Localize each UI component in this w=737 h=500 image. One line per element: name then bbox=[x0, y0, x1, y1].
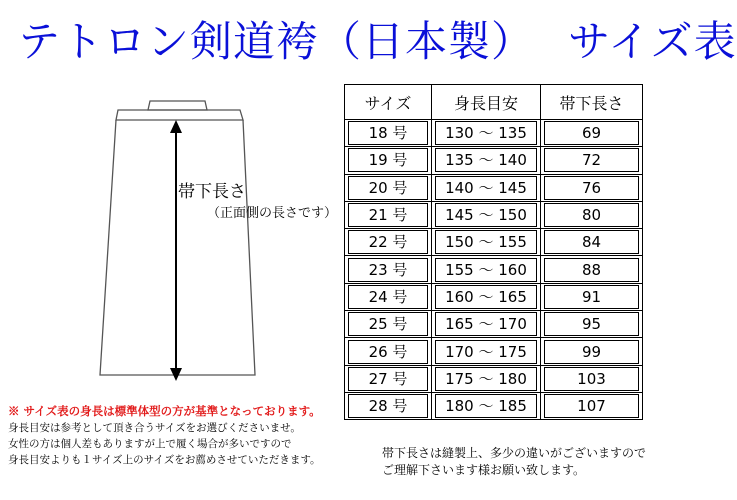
cell-length-text: 72 bbox=[544, 148, 639, 172]
cell-length bbox=[541, 392, 643, 419]
notes-right bbox=[382, 445, 646, 479]
cell-length bbox=[541, 338, 643, 365]
length-arrow bbox=[170, 120, 182, 381]
table-header-row bbox=[345, 85, 643, 120]
cell-height-text: 145 ～ 150 bbox=[435, 203, 537, 227]
table-row bbox=[345, 283, 643, 310]
cell-size-text: 26 号 bbox=[348, 340, 428, 364]
cell-length bbox=[541, 174, 643, 201]
dimension-sublabel: （正面側の長さです） bbox=[207, 206, 338, 221]
cell-height-text: 150 ～ 155 bbox=[435, 230, 537, 254]
cell-length bbox=[541, 120, 643, 147]
cell-height-text: 175 ～ 180 bbox=[435, 367, 537, 391]
cell-size-text: 21 号 bbox=[348, 203, 428, 227]
table-row bbox=[345, 120, 643, 147]
table-row bbox=[345, 147, 643, 174]
cell-height bbox=[432, 338, 541, 365]
cell-length-text: 84 bbox=[544, 230, 639, 254]
header-length: 帯下長さ bbox=[541, 85, 643, 120]
cell-height bbox=[432, 311, 541, 338]
cell-size bbox=[345, 120, 432, 147]
table-row bbox=[345, 256, 643, 283]
header-size: サイズ bbox=[345, 85, 432, 120]
table-row bbox=[345, 365, 643, 392]
cell-size-text: 25 号 bbox=[348, 312, 428, 336]
cell-height bbox=[432, 201, 541, 228]
cell-length-text: 69 bbox=[544, 121, 639, 145]
cell-size bbox=[345, 283, 432, 310]
cell-length bbox=[541, 201, 643, 228]
table-row bbox=[345, 311, 643, 338]
cell-length-text: 99 bbox=[544, 340, 639, 364]
cell-size bbox=[345, 256, 432, 283]
note-line: ご理解下さいます様お願い致します。 bbox=[382, 463, 586, 477]
cell-size bbox=[345, 201, 432, 228]
cell-size-text: 20 号 bbox=[348, 176, 428, 200]
table-row bbox=[345, 201, 643, 228]
cell-height-text: 180 ～ 185 bbox=[435, 394, 537, 418]
cell-length-text: 88 bbox=[544, 258, 639, 282]
dimension-label: 帯下長さ bbox=[178, 182, 246, 202]
note-line: 帯下長さは縫製上、多少の違いがございますので bbox=[382, 446, 647, 460]
cell-size bbox=[345, 174, 432, 201]
note-line: 身長目安は参考として頂き合うサイズをお選びくださいませ。 bbox=[8, 422, 301, 434]
cell-height-text: 130 ～ 135 bbox=[435, 121, 537, 145]
size-table bbox=[344, 84, 643, 420]
cell-height bbox=[432, 283, 541, 310]
notes-left bbox=[8, 420, 320, 468]
cell-size-text: 19 号 bbox=[348, 148, 428, 172]
cell-size-text: 27 号 bbox=[348, 367, 428, 391]
cell-size-text: 28 号 bbox=[348, 394, 428, 418]
cell-length bbox=[541, 365, 643, 392]
cell-length bbox=[541, 311, 643, 338]
cell-length-text: 107 bbox=[544, 394, 639, 418]
table-row bbox=[345, 392, 643, 419]
cell-length bbox=[541, 147, 643, 174]
cell-height bbox=[432, 229, 541, 256]
table-row bbox=[345, 229, 643, 256]
note-line: 身長目安よりも１サイズ上のサイズをお薦めさせていただきます。 bbox=[8, 454, 321, 466]
cell-length-text: 91 bbox=[544, 285, 639, 309]
cell-size bbox=[345, 365, 432, 392]
cell-size bbox=[345, 338, 432, 365]
cell-height-text: 140 ～ 145 bbox=[435, 176, 537, 200]
note-standard-body: ※ サイズ表の身長は標準体型の方が基準となっております。 bbox=[8, 404, 321, 418]
cell-length bbox=[541, 283, 643, 310]
cell-length-text: 80 bbox=[544, 203, 639, 227]
cell-height bbox=[432, 392, 541, 419]
cell-size bbox=[345, 147, 432, 174]
cell-size bbox=[345, 311, 432, 338]
cell-height bbox=[432, 256, 541, 283]
cell-height-text: 155 ～ 160 bbox=[435, 258, 537, 282]
cell-height bbox=[432, 174, 541, 201]
cell-length bbox=[541, 229, 643, 256]
hakama-waist-plate bbox=[148, 101, 207, 110]
hakama-waistband bbox=[116, 110, 243, 120]
cell-size bbox=[345, 392, 432, 419]
cell-length bbox=[541, 256, 643, 283]
cell-size bbox=[345, 229, 432, 256]
cell-height bbox=[432, 147, 541, 174]
cell-length-text: 76 bbox=[544, 176, 639, 200]
cell-height-text: 160 ～ 165 bbox=[435, 285, 537, 309]
cell-size-text: 18 号 bbox=[348, 121, 428, 145]
table-row bbox=[345, 338, 643, 365]
cell-length-text: 103 bbox=[544, 367, 639, 391]
cell-size-text: 22 号 bbox=[348, 230, 428, 254]
cell-height-text: 170 ～ 175 bbox=[435, 340, 537, 364]
cell-size-text: 23 号 bbox=[348, 258, 428, 282]
cell-height-text: 135 ～ 140 bbox=[435, 148, 537, 172]
cell-height-text: 165 ～ 170 bbox=[435, 312, 537, 336]
note-line: 女性の方は個人差もありますが上で履く場合が多いですので bbox=[8, 438, 292, 450]
header-height: 身長目安 bbox=[432, 85, 541, 120]
table-row bbox=[345, 174, 643, 201]
hakama-outline bbox=[100, 120, 255, 375]
cell-length-text: 95 bbox=[544, 312, 639, 336]
cell-height bbox=[432, 365, 541, 392]
title-sub: サイズ表 bbox=[568, 17, 737, 66]
cell-height bbox=[432, 120, 541, 147]
cell-size-text: 24 号 bbox=[348, 285, 428, 309]
title-main: テトロン剣道袴（日本製） bbox=[18, 17, 535, 66]
